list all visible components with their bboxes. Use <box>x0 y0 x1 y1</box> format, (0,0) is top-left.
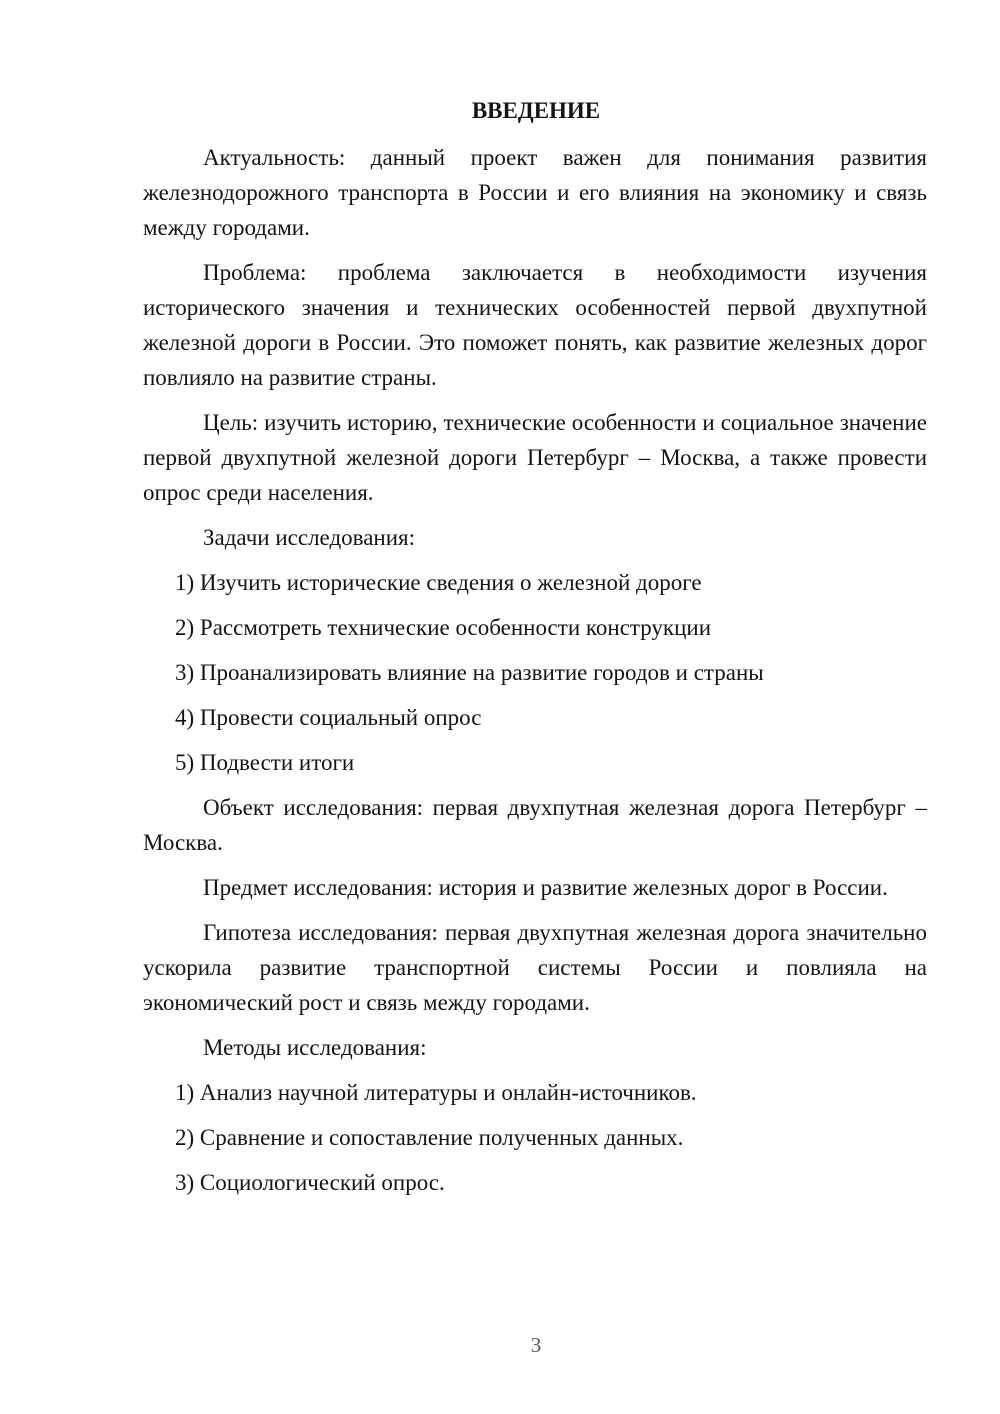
tasks-label: Задачи исследования: <box>203 525 416 550</box>
paragraph-subject: Предмет исследования: история и развитие железных дорог в России. <box>203 875 888 900</box>
list-item: 2) Рассмотреть технические особенности конструкции <box>175 615 712 640</box>
methods-list <box>143 1075 927 1200</box>
page-title: ВВЕДЕНИЕ <box>471 98 601 123</box>
list-item: 2) Сравнение и сопоставление полученных данных. <box>175 1125 684 1150</box>
tasks-list <box>143 565 927 780</box>
list-item: 3) Социологический опрос. <box>175 1170 445 1195</box>
document-body <box>143 140 927 1200</box>
paragraph-problem: Проблема: проблема заключается в необходимости изучения исторического значения и технических особенностей первой двухпутной железной дороги в России. Это поможет понять, как развитие железных дорог повлияло на развитие страны. <box>143 260 927 390</box>
paragraph-relevance: Актуальность: данный проект важен для понимания развития железнодорожного транспорта в России и его влияния на экономику и связь между городами. <box>143 145 927 240</box>
paragraph-object: Объект исследования: первая двухпутная железная дорога Петербург – Москва. <box>143 795 927 855</box>
list-item: 3) Проанализировать влияние на развитие городов и страны <box>175 660 764 685</box>
list-item: 5) Подвести итоги <box>175 750 355 775</box>
list-item: 4) Провести социальный опрос <box>175 705 482 730</box>
paragraph-goal: Цель: изучить историю, технические особенности и социальное значение первой двухпутной железной дороги Петербург – Москва, а также провести опрос среди населения. <box>143 410 927 505</box>
list-item: 1) Анализ научной литературы и онлайн-источников. <box>175 1080 697 1105</box>
paragraph-hypothesis: Гипотеза исследования: первая двухпутная железная дорога значительно ускорила развитие транспортной системы России и повлияла на экономический рост и связь между городами. <box>143 920 927 1015</box>
page-number: 3 <box>530 1333 542 1357</box>
methods-label: Методы исследования: <box>203 1035 427 1060</box>
list-item: 1) Изучить исторические сведения о железной дороге <box>175 570 702 595</box>
